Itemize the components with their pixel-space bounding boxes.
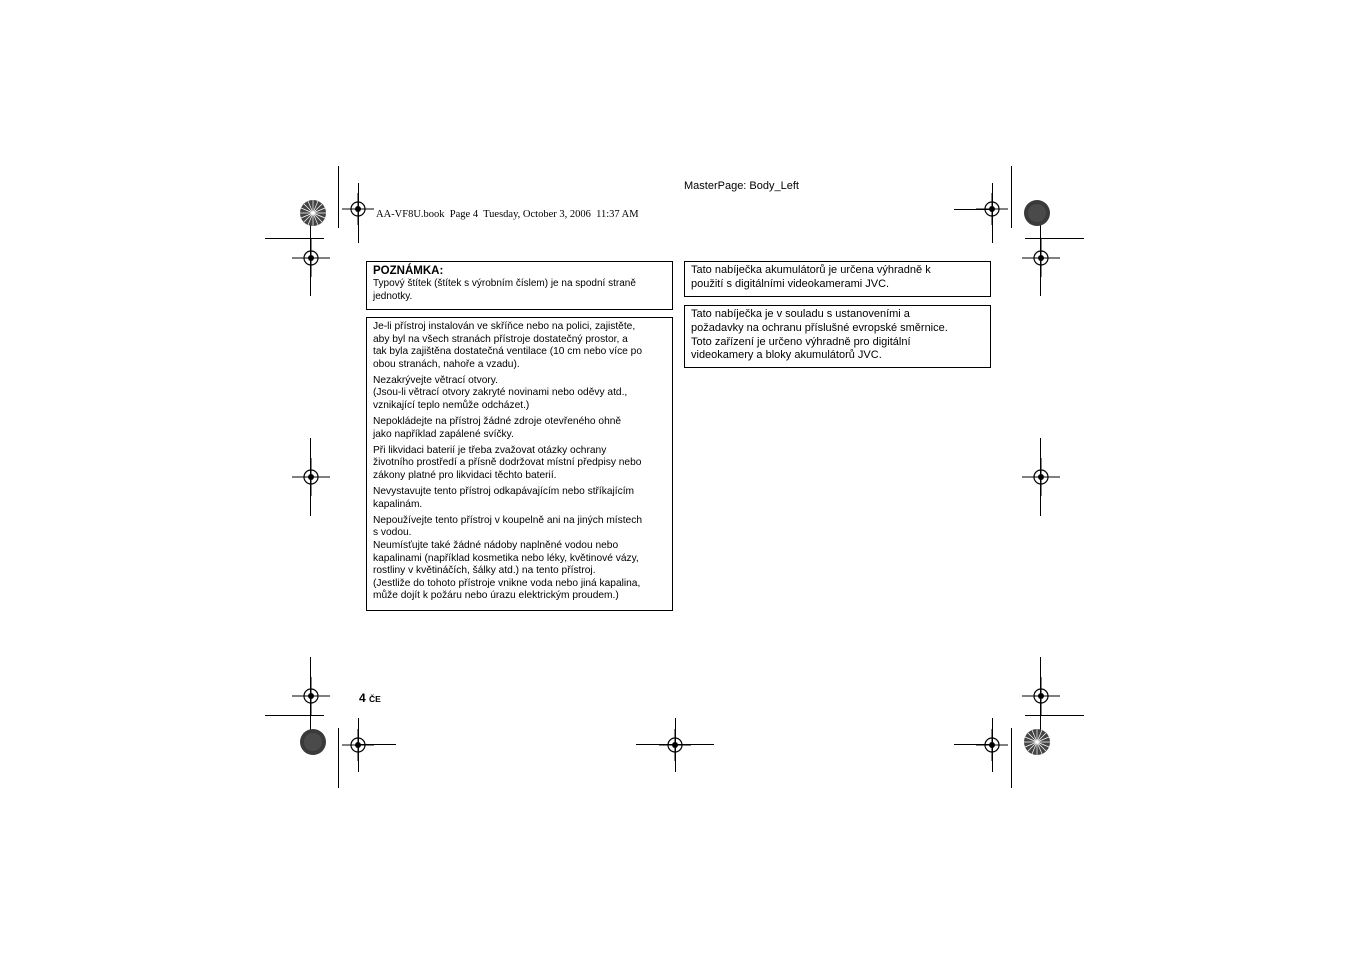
warning-open-flame: Nepokládejte na přístroj žádné zdroje otevřeného ohně jako například zapálené svíčky. [373,416,622,440]
crop-line [636,744,714,745]
gray-target-icon [299,728,327,756]
crop-line [356,744,396,745]
charger-usage-box: Tato nabíječka akumulátorů je určena výhradně k použití s digitálními videokamerami JVC. [684,261,991,297]
warning-dripping: Nevystavujte tento přístroj odkapávajícím nebo stříkajícím kapalinám. [373,486,635,510]
crop-line [358,718,359,772]
registration-mark-icon [292,458,330,496]
crop-line [1025,715,1084,716]
gray-target-icon [1023,199,1051,227]
registration-mark-icon [1022,677,1060,715]
page-number-value: 4 [359,691,366,705]
crop-line [1011,166,1012,228]
crop-line [675,718,676,772]
crop-line [265,715,324,716]
starburst-target-icon [299,199,327,227]
registration-mark-icon [1022,458,1060,496]
crop-line [1040,438,1041,516]
crop-line [1011,728,1012,788]
crop-line [358,183,359,243]
crop-line [954,209,994,210]
registration-mark-icon [292,677,330,715]
crop-line [310,657,311,735]
starburst-target-icon [1023,728,1051,756]
note-title: POZNÁMKA: [373,265,444,277]
warning-ventilation-space: Je-li přístroj instalován ve skříňce nebo na polici, zajistěte, aby byl na všech stranách přístroje dostatečný prostor, a tak byla zajištěna dostatečná ventilace (10 cm nebo více po obou stranách, nahoře a vzadu). [373,321,642,370]
crop-line [310,438,311,516]
warning-battery-disposal: Při likvidaci baterií je třeba zvažovat otázky ochrany životního prostředí a přísně dodržovat místní předpisy nebo zákony platné pro likvidaci těchto baterií. [373,444,642,482]
note-text: Typový štítek (štítek s výrobním číslem) je na spodní straně jednotky. [373,278,636,302]
registration-mark-icon [292,239,330,277]
page-number [359,691,381,705]
master-page-label: MasterPage: Body_Left [684,180,799,192]
page-number-suffix: ČE [369,694,381,704]
safety-warnings-box [366,317,673,611]
crop-line [338,166,339,228]
book-header-line: AA-VF8U.book Page 4 Tuesday, October 3, 2006 11:37 AM [376,209,639,220]
registration-mark-icon [1022,239,1060,277]
crop-line [992,718,993,772]
crop-line [1040,222,1041,296]
warning-vents: Nezakrývejte větrací otvory. (Jsou-li větrací otvory zakryté novinami nebo oděvy atd., vznikající teplo nemůže odcházet.) [373,374,628,412]
warning-water: Nepoužívejte tento přístroj v koupelně ani na jiných místech s vodou. Neumísťujte také žádné nádoby naplněné vodou nebo kapalinami (například kosmetika nebo léky, květinové vázy, rostliny v květináčích, šálky atd.) na tento přístroj. (Jestliže do tohoto přístroje vnikne voda nebo jiná kapalina, může dojít k požáru nebo úrazu elektrickým proudem.) [373,514,642,602]
crop-line [310,222,311,296]
crop-line [992,183,993,243]
crop-line [338,728,339,788]
eu-directive-box: Tato nabíječka je v souladu s ustanoveními a požadavky na ochranu příslušné evropské směrnice. Toto zařízení je určeno výhradně pro digitální videokamery a bloky akumulátorů JVC. [684,305,991,368]
crop-line [1040,657,1041,735]
crop-line [954,744,994,745]
note-box [366,261,673,310]
